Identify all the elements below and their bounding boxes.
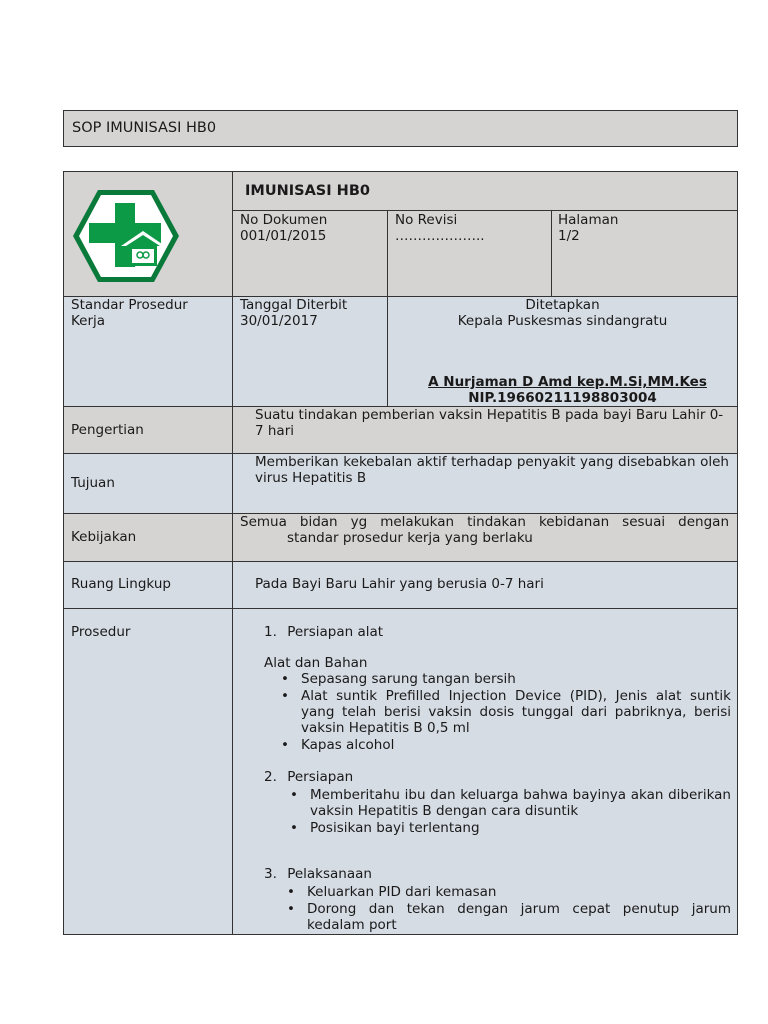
bullet-icon: • bbox=[287, 884, 295, 900]
tujuan-label: Tujuan bbox=[71, 475, 115, 491]
alat-list bbox=[281, 671, 731, 753]
ditetapkan-label: Ditetapkan bbox=[525, 297, 600, 313]
step-2-heading bbox=[264, 769, 353, 785]
prosedur-label-cell bbox=[63, 608, 233, 935]
bullet-icon: • bbox=[281, 737, 289, 753]
alat-item: • Sepasang sarung tangan bersih bbox=[281, 671, 516, 687]
pengertian-text-cell bbox=[232, 406, 738, 454]
step-3-heading bbox=[264, 866, 372, 882]
pengertian-label-cell bbox=[63, 406, 233, 454]
spk-label-line2: Kerja bbox=[71, 313, 106, 329]
pengertian-text: Suatu tindakan pemberian vaksin Hepatitis B pada bayi Baru Lahir 0-7 hari bbox=[255, 407, 724, 439]
ruang-label-cell bbox=[63, 561, 233, 609]
ruang-label: Ruang Lingkup bbox=[71, 576, 171, 592]
persiapan-item: • Posisikan bayi terlentang bbox=[290, 820, 480, 836]
step-3-title: Pelaksanaan bbox=[287, 866, 372, 882]
bullet-icon: • bbox=[290, 820, 298, 836]
halaman-value: 1/2 bbox=[558, 228, 580, 244]
spk-label-cell bbox=[63, 296, 233, 407]
bullet-icon: • bbox=[281, 671, 289, 687]
spk-label-line1: Standar Prosedur bbox=[71, 297, 188, 313]
kebijakan-text-line2: standar prosedur kerja yang berlaku bbox=[287, 530, 533, 546]
halaman-label: Halaman bbox=[558, 212, 619, 228]
tujuan-label-cell bbox=[63, 453, 233, 514]
sop-title: SOP IMUNISASI HB0 bbox=[72, 120, 217, 136]
logo-cell bbox=[63, 171, 233, 297]
ruang-text: Pada Bayi Baru Lahir yang berusia 0-7 hari bbox=[255, 576, 544, 592]
step-2-title: Persiapan bbox=[287, 769, 354, 785]
no-revisi-label: No Revisi bbox=[395, 212, 458, 228]
pelaksanaan-list bbox=[287, 884, 731, 933]
no-dokumen-value: 001/01/2015 bbox=[240, 228, 327, 244]
prosedur-label: Prosedur bbox=[71, 624, 131, 640]
alat-heading: Alat dan Bahan bbox=[264, 655, 368, 671]
kebijakan-label: Kebijakan bbox=[71, 529, 137, 545]
doc-title-cell bbox=[232, 171, 738, 211]
step-2-number: 2. bbox=[264, 769, 277, 785]
kepala-label: Kepala Puskesmas sindangratu bbox=[457, 313, 668, 329]
halaman-cell bbox=[551, 210, 738, 297]
signer-nip: NIP.19660211198803004 bbox=[468, 390, 657, 406]
pelaksanaan-item: • Dorong dan tekan dengan jarum cepat penutup jarum kedalam port bbox=[287, 901, 731, 933]
tanggal-value: 30/01/2017 bbox=[240, 313, 318, 329]
bullet-icon: • bbox=[290, 787, 298, 803]
no-dokumen-label: No Dokumen bbox=[240, 212, 328, 228]
puskesmas-logo bbox=[71, 186, 181, 286]
kebijakan-text-cell bbox=[232, 513, 738, 562]
ruang-text-cell bbox=[232, 561, 738, 609]
alat-item: • Alat suntik Prefilled Injection Device (PID), Jenis alat suntik yang telah berisi vaksin dosis tunggal dari pabriknya, berisi vaksin Hepatitis B 0,5 ml bbox=[281, 688, 731, 736]
bullet-icon: • bbox=[287, 901, 295, 917]
step-1-title: Persiapan alat bbox=[287, 624, 384, 640]
bullet-icon: • bbox=[281, 688, 289, 704]
step-1-heading bbox=[264, 624, 383, 640]
step-3-number: 3. bbox=[264, 866, 277, 882]
persiapan-list bbox=[290, 787, 731, 836]
ditetapkan-cell bbox=[387, 296, 738, 407]
step-1-number: 1. bbox=[264, 624, 277, 640]
alat-item: • Kapas alcohol bbox=[281, 737, 395, 753]
pengertian-label: Pengertian bbox=[71, 422, 144, 438]
persiapan-item: • Memberitahu ibu dan keluarga bahwa bayinya akan diberikan vaksin Hepatitis B dengan cara disuntik bbox=[290, 787, 731, 819]
sop-title-box bbox=[63, 110, 738, 147]
pelaksanaan-item: • Keluarkan PID dari kemasan bbox=[287, 884, 497, 900]
kebijakan-label-cell bbox=[63, 513, 233, 562]
tanggal-label: Tanggal Diterbit bbox=[240, 297, 348, 313]
tujuan-text-cell bbox=[232, 453, 738, 514]
signer-name: A Nurjaman D Amd kep.M.Si,MM.Kes bbox=[428, 374, 707, 390]
doc-title: IMUNISASI HB0 bbox=[245, 183, 370, 199]
prosedur-content-cell bbox=[232, 608, 738, 935]
no-revisi-value: ……………….. bbox=[395, 228, 485, 244]
kebijakan-text-line1: Semua bidan yg melakukan tindakan kebidanan sesuai dengan bbox=[240, 514, 729, 530]
no-dokumen-cell bbox=[232, 210, 388, 297]
tanggal-cell bbox=[232, 296, 388, 407]
no-revisi-cell bbox=[387, 210, 552, 297]
tujuan-text: Memberikan kekebalan aktif terhadap penyakit yang disebabkan oleh virus Hepatitis B bbox=[255, 454, 729, 486]
